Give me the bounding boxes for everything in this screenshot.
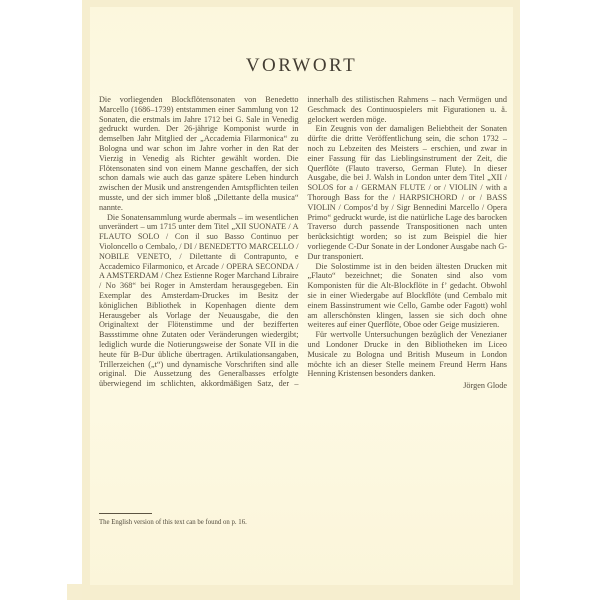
preface-paragraph-2: Die Sonatensammlung wurde abermals – im wesentlichen unverändert – um 1715 unter dem Titel „XII SUONATE / A FLAUTO SOLO / Con il suo Basso Continuo per Violoncello o Cembalo, / DI / BENEDETTO MARCELLO / NOBILE VENETO, / Dilettante di Contrapunto, e Accademico Filarmonico, et Arcade / OPERA SECONDA / A AMSTERDAM / Chez Estienne Roger Marchand Libraire / No 368“ bei Roger in Amsterdam herausgegeben. Ein Exemplar des Amsterdam-Druckes im Besitz der königlichen Bibliothek in Kopenhagen diente dem Herausgeber als Vorlage der Neuausgabe, die den Originaltext der Flötenstimme und der bezifferten Bassstimme ohne Zutaten oder Veränderungen wiedergibt; lediglich wurde die Notierungsweise der Sonate VII in die heute für B-Dur übliche übertragen. Artikulationsangaben, Trillerzeichen („t“) und dynamische Vorschriften sind alle original. Die Aussetzung des Generalbasses erfolgte überwiegend im schlichten, akkordmäßigen Satz, der – innerhalb des stilistischen Rahmens – nach Vermögen und Geschmack des Continuospielers mit Figurationen u. ä. gelockert werden möge. <box>99 95 507 389</box>
footnote-text: The English version of this text can be found on p. 16. <box>99 519 247 526</box>
preface-paragraph-4: Die Solostimme ist in den beiden ältesten Drucken mit „Flauto“ bezeichnet; die Sonaten sind also vom Komponisten für die Alt-Blockflöte in f’ gedacht. Obwohl sie in einer Wiedergabe auf Blockflöte (und Cembalo mit einem Bassinstrument wie Cello, Gambe oder Fagott) wohl am allerschönsten klingen, lassen sie sich doch ohne weiteres auf einer Querflöte, Oboe oder Geige musizieren. <box>307 261 507 330</box>
score-page <box>82 0 520 600</box>
preface-paragraph-1: Die vorliegenden Blockflötensonaten von Benedetto Marcello (1686–1739) entstammen einer Sammlung von 12 Sonaten, die erstmals im Jahre 1712 bei G. Sale in Venedig gedruckt wurden. Der 26-jährige Komponist wurde in demselben Jahr Mitglied der „Accademia Filarmonica“ zu Bologna und war schon im Jahre vorher in den Rat der Vierzig in Venedig als Richter gewählt worden. Die Flötensonaten sind von einem Manne geschaffen, der sich schon damals wie auch das ganze spätere Leben hindurch zwischen der Musik und anstrengenden Amtspflichten teilen musste, und der sich immer bloß „Dilettante della musica“ nannte. <box>99 95 299 212</box>
page-title: VORWORT <box>245 55 358 76</box>
page-surface <box>90 7 513 585</box>
footnote <box>99 513 339 527</box>
preface-paragraph-3: Ein Zeugnis von der damaligen Beliebtheit der Sonaten dürfte die dritte Veröffentlichung sein, die schon 1732 – noch zu Lebzeiten des Meisters – erschien, und zwar in einer Fassung für das Lieblingsinstrument der Zeit, die Querflöte (Flauto traverso, German Flute). In dieser Ausgabe, die bei J. Walsh in London unter dem Titel „XII / SOLOS for a / GERMAN FLUTE / or / VIOLIN / with a Thorough Bass for the / HARPSICHORD / or / BASS VIOLIN / Compos’d by / Sigr Bennedini Marcello / Opera Primo“ gedruckt wurde, ist die natürliche Lage des barocken Traverso durch passende Transpositionen nach unten berücksichtigt worden; so ist zum Beispiel die hier vorliegende C-Dur Sonate in der Londoner Ausgabe nach G-Dur transponiert. <box>307 124 507 261</box>
author-signature: Jörgen Glode <box>463 381 507 391</box>
footnote-divider <box>99 513 152 514</box>
preface-paragraph-5: Für wertvolle Untersuchungen bezüglich der Venezianer und Londoner Drucke in den Bibliotheken im Liceo Musicale zu Bologna und British Museum in London möchte ich an dieser Stelle meinem Freund Herrn Hans Henning Kristensen besonders danken. <box>307 330 507 379</box>
preface-text-columns <box>99 95 507 391</box>
